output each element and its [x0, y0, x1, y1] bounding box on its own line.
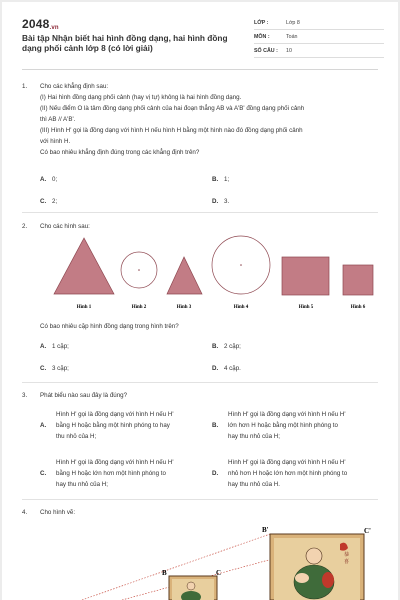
option-text: 3. — [224, 198, 230, 205]
figure-label: Hình 1 — [76, 305, 92, 310]
option-d[interactable] — [212, 457, 382, 491]
info-value: 10 — [286, 47, 292, 54]
label-c: C — [216, 569, 222, 577]
option-text: Hình H' gọi là đồng dạng với hình H nếu H' — [56, 459, 174, 466]
option-c[interactable] — [40, 363, 69, 374]
option-text: thu nhỏ của H; — [56, 433, 97, 440]
question-text: Cho hình vẽ: — [40, 509, 76, 516]
option-text: nhỏ hơn H hoặc lớn hơn một hình phóng to — [228, 470, 348, 477]
figure-label: Hình 6 — [350, 305, 366, 310]
question-text: Cho các khẳng định sau: — [40, 83, 109, 90]
option-text: hay thu nhỏ của H; — [228, 433, 280, 440]
option-text: hay thu nhỏ của H; — [56, 481, 108, 488]
site-logo[interactable] — [22, 17, 59, 31]
option-c[interactable] — [40, 196, 57, 207]
option-text: 0; — [52, 176, 58, 183]
question-number: 3. — [22, 392, 28, 399]
question-number: 2. — [22, 223, 28, 230]
question-text: (I) Hai hình đồng dạng phối cảnh (hay vị tự) không là hai hình đồng dạng. — [40, 94, 242, 101]
option-text: Hình H' gọi là đồng dạng với hình H nếu H' — [228, 411, 346, 418]
option-a[interactable] — [40, 174, 57, 185]
option-key: C. — [40, 365, 47, 372]
option-key: D. — [212, 365, 219, 372]
option-d[interactable] — [212, 363, 241, 374]
figure-head — [306, 548, 322, 564]
option-a[interactable] — [40, 341, 69, 352]
calligraphy-mark: 恭 — [344, 553, 350, 558]
option-key: A. — [40, 176, 47, 183]
option-b[interactable] — [212, 341, 241, 352]
option-text: Hình H' gọi là đồng dạng với hình H nếu H' — [56, 411, 174, 418]
option-key: C. — [40, 470, 47, 477]
option-text: bằng H hoặc lớn hơn một hình phóng to — [56, 470, 166, 477]
question-text: (II) Nếu điểm O là tâm đồng dạng phối cảnh của hai đoạn thẳng AB và A'B' đồng dạng phối cảnh — [40, 105, 305, 112]
question-text: Phát biểu nào sau đây là đúng? — [40, 392, 128, 399]
figure-label: Hình 3 — [176, 305, 192, 310]
small-figure-head — [187, 582, 195, 590]
question-text: (III) Hình H' gọi là đồng dạng với hình H nếu hình H bằng một hình nào đó đồng dạng phối cảnh — [40, 127, 303, 134]
option-a[interactable] — [40, 409, 210, 443]
header-divider — [22, 69, 378, 70]
option-text: 4 cặp. — [224, 365, 241, 372]
info-row-subject — [254, 30, 384, 44]
option-text: 1 cặp; — [52, 343, 69, 350]
triangle-small-shape — [167, 257, 202, 294]
question-divider — [22, 499, 378, 500]
label-c-prime: C' — [364, 527, 371, 535]
option-text: hay thu nhỏ của H. — [228, 481, 280, 488]
option-text: lớn hơn H hoặc bằng một hình phóng to — [228, 422, 338, 429]
info-table — [254, 16, 384, 58]
option-text: bằng H hoặc bằng một hình phóng to hay — [56, 422, 170, 429]
square-shape — [343, 265, 373, 295]
option-d[interactable] — [212, 196, 229, 207]
header — [2, 2, 398, 64]
option-key: B. — [212, 343, 219, 350]
circle-large-center — [240, 264, 242, 266]
logo-number: 2048 — [22, 17, 50, 31]
option-key: D. — [212, 470, 219, 477]
question-text: Có bao nhiêu cặp hình đồng dạng trong hình trên? — [40, 323, 179, 330]
logo-suffix: .vn — [49, 25, 59, 31]
option-b[interactable] — [212, 409, 382, 443]
label-b: B — [162, 569, 167, 577]
question-divider — [22, 212, 378, 213]
figure-label: Hình 4 — [233, 305, 249, 310]
info-label: MÔN : — [254, 33, 270, 40]
option-key: B. — [212, 422, 219, 429]
info-label: LỚP : — [254, 19, 269, 26]
calligraphy-mark: 喜 — [344, 560, 350, 565]
question-text: Có bao nhiêu khẳng định đúng trong các khẳng định trên? — [40, 149, 200, 156]
option-key: D. — [212, 198, 219, 205]
info-label: SỐ CÂU : — [254, 47, 278, 54]
figure-arm — [295, 573, 309, 583]
option-key: A. — [40, 422, 47, 429]
option-c[interactable] — [40, 457, 210, 491]
question-number: 1. — [22, 83, 28, 90]
perspective-figure — [2, 520, 398, 600]
question-1 — [22, 81, 378, 211]
rectangle-shape — [282, 257, 329, 295]
shapes-figure — [2, 230, 398, 312]
option-b[interactable] — [212, 174, 229, 185]
info-row-count — [254, 44, 384, 58]
page-title: Bài tập Nhận biết hai hình đồng dạng, hai hình đồng dạng phối cảnh lớp 8 (có lời giải) — [22, 33, 228, 53]
option-text: 1; — [224, 176, 230, 183]
question-4 — [22, 507, 378, 521]
question-text: Cho các hình sau: — [40, 223, 90, 230]
figure-robe — [322, 572, 334, 588]
info-value: Lớp 8 — [286, 19, 300, 26]
figure-label: Hình 5 — [298, 305, 314, 310]
question-body — [40, 81, 380, 158]
figure-label: Hình 2 — [131, 305, 147, 310]
option-text: 3 cặp; — [52, 365, 69, 372]
question-2-prompt — [22, 321, 378, 381]
info-row-class — [254, 16, 384, 30]
circle-small-center — [138, 269, 140, 271]
triangle-large-shape — [54, 238, 114, 294]
option-key: B. — [212, 176, 219, 183]
question-divider — [22, 382, 378, 383]
document-page — [2, 2, 398, 600]
option-text: 2 cặp; — [224, 343, 241, 350]
question-text: với hình H. — [40, 138, 71, 145]
option-key: C. — [40, 198, 47, 205]
option-text: Hình H' gọi là đồng dạng với hình H nếu H' — [228, 459, 346, 466]
option-key: A. — [40, 343, 47, 350]
question-text: thì AB // A'B'. — [40, 116, 76, 123]
question-number: 4. — [22, 509, 28, 516]
option-text: 2; — [52, 198, 58, 205]
label-b-prime: B' — [262, 526, 269, 534]
info-value: Toán — [286, 33, 298, 40]
